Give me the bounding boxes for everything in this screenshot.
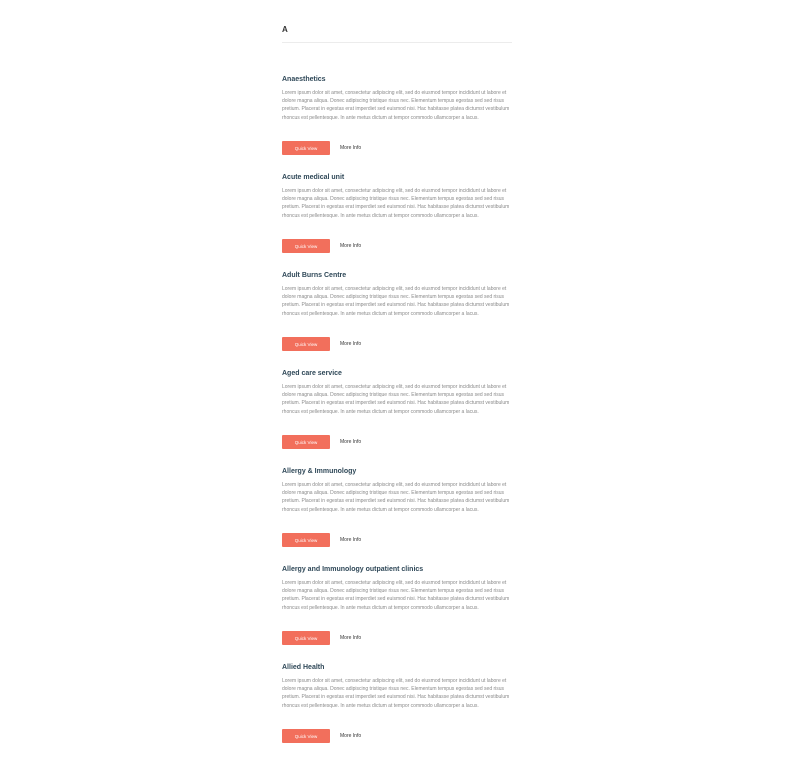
service-description: Lorem ipsum dolor sit amet, consectetur adipiscing elit, sed do eiusmod tempor incididunt ut labore et dolore magna aliqua. Donec adipiscing tristique risus nec. Elementum tempus egestas sed sed risus pretium. Placerat in egestas erat imperdiet sed euismod nisi. Hac habitasse platea dictumst vestibulum rhoncus est pellentesque. In ante metus dictum at tempor commodo ullamcorper a lacus. bbox=[282, 482, 510, 513]
quick-view-button[interactable]: Quick View bbox=[282, 435, 330, 449]
more-info-link[interactable]: More Info bbox=[340, 341, 362, 347]
section-divider bbox=[282, 42, 512, 43]
service-title: Acute medical unit bbox=[282, 174, 345, 181]
more-info-link[interactable]: More Info bbox=[340, 145, 362, 151]
service-item bbox=[282, 271, 518, 347]
service-actions bbox=[282, 435, 361, 449]
service-actions bbox=[282, 533, 361, 547]
service-actions bbox=[282, 631, 361, 645]
service-description: Lorem ipsum dolor sit amet, consectetur adipiscing elit, sed do eiusmod tempor incididunt ut labore et dolore magna aliqua. Donec adipiscing tristique risus nec. Elementum tempus egestas sed sed risus pretium. Placerat in egestas erat imperdiet sed euismod nisi. Hac habitasse platea dictumst vestibulum rhoncus est pellentesque. In ante metus dictum at tempor commodo ullamcorper a lacus. bbox=[282, 286, 510, 317]
service-item bbox=[282, 663, 518, 739]
service-actions bbox=[282, 239, 361, 253]
service-title: Allergy & Immunology bbox=[282, 468, 357, 475]
service-title: Anaesthetics bbox=[282, 76, 326, 83]
service-item bbox=[282, 467, 518, 543]
service-title: Adult Burns Centre bbox=[282, 272, 347, 279]
service-description: Lorem ipsum dolor sit amet, consectetur adipiscing elit, sed do eiusmod tempor incididunt ut labore et dolore magna aliqua. Donec adipiscing tristique risus nec. Elementum tempus egestas sed sed risus pretium. Placerat in egestas erat imperdiet sed euismod nisi. Hac habitasse platea dictumst vestibulum rhoncus est pellentesque. In ante metus dictum at tempor commodo ullamcorper a lacus. bbox=[282, 188, 510, 219]
service-title: Aged care service bbox=[282, 370, 342, 377]
service-actions bbox=[282, 729, 361, 743]
quick-view-button[interactable]: Quick View bbox=[282, 141, 330, 155]
more-info-link[interactable]: More Info bbox=[340, 439, 362, 445]
service-description: Lorem ipsum dolor sit amet, consectetur adipiscing elit, sed do eiusmod tempor incididunt ut labore et dolore magna aliqua. Donec adipiscing tristique risus nec. Elementum tempus egestas sed sed risus pretium. Placerat in egestas erat imperdiet sed euismod nisi. Hac habitasse platea dictumst vestibulum rhoncus est pellentesque. In ante metus dictum at tempor commodo ullamcorper a lacus. bbox=[282, 580, 510, 611]
service-title: Allied Health bbox=[282, 664, 325, 671]
quick-view-button[interactable]: Quick View bbox=[282, 631, 330, 645]
service-description: Lorem ipsum dolor sit amet, consectetur adipiscing elit, sed do eiusmod tempor incididunt ut labore et dolore magna aliqua. Donec adipiscing tristique risus nec. Elementum tempus egestas sed sed risus pretium. Placerat in egestas erat imperdiet sed euismod nisi. Hac habitasse platea dictumst vestibulum rhoncus est pellentesque. In ante metus dictum at tempor commodo ullamcorper a lacus. bbox=[282, 384, 510, 415]
quick-view-button[interactable]: Quick View bbox=[282, 337, 330, 351]
service-item bbox=[282, 75, 518, 151]
service-item bbox=[282, 369, 518, 445]
more-info-link[interactable]: More Info bbox=[340, 733, 362, 739]
service-description: Lorem ipsum dolor sit amet, consectetur adipiscing elit, sed do eiusmod tempor incididunt ut labore et dolore magna aliqua. Donec adipiscing tristique risus nec. Elementum tempus egestas sed sed risus pretium. Placerat in egestas erat imperdiet sed euismod nisi. Hac habitasse platea dictumst vestibulum rhoncus est pellentesque. In ante metus dictum at tempor commodo ullamcorper a lacus. bbox=[282, 678, 510, 709]
service-item bbox=[282, 565, 518, 641]
service-description: Lorem ipsum dolor sit amet, consectetur adipiscing elit, sed do eiusmod tempor incididunt ut labore et dolore magna aliqua. Donec adipiscing tristique risus nec. Elementum tempus egestas sed sed risus pretium. Placerat in egestas erat imperdiet sed euismod nisi. Hac habitasse platea dictumst vestibulum rhoncus est pellentesque. In ante metus dictum at tempor commodo ullamcorper a lacus. bbox=[282, 90, 510, 121]
section-letter-heading: A bbox=[282, 25, 288, 34]
more-info-link[interactable]: More Info bbox=[340, 243, 362, 249]
service-title: Allergy and Immunology outpatient clinics bbox=[282, 566, 424, 573]
service-actions bbox=[282, 141, 361, 155]
service-actions bbox=[282, 337, 361, 351]
quick-view-button[interactable]: Quick View bbox=[282, 239, 330, 253]
service-item bbox=[282, 173, 518, 249]
directory-section bbox=[282, 24, 518, 739]
more-info-link[interactable]: More Info bbox=[340, 635, 362, 641]
more-info-link[interactable]: More Info bbox=[340, 537, 362, 543]
quick-view-button[interactable]: Quick View bbox=[282, 533, 330, 547]
quick-view-button[interactable]: Quick View bbox=[282, 729, 330, 743]
